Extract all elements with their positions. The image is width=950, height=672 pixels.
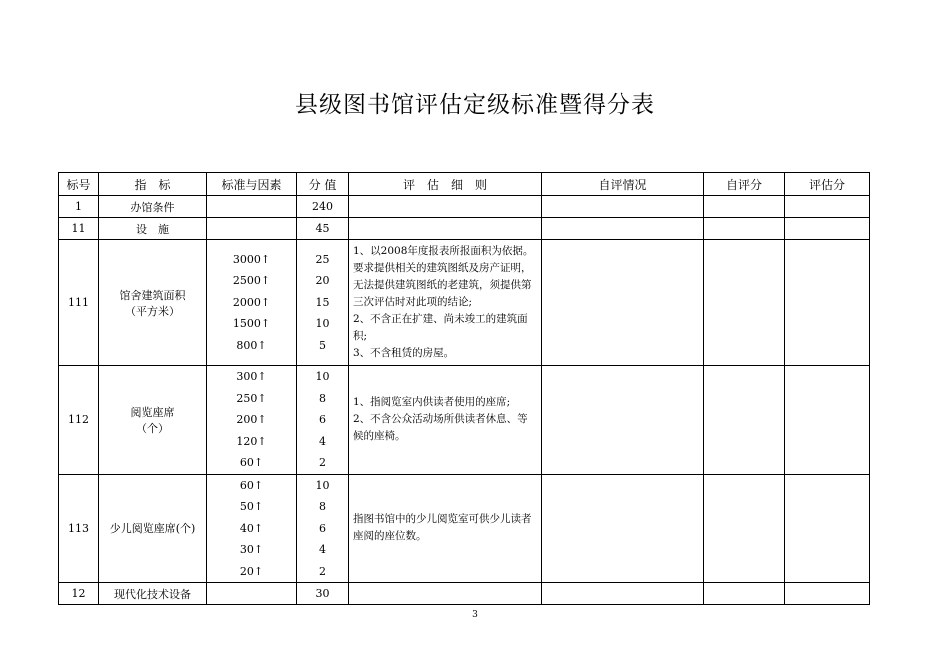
header-self-score: 自评分 [704,173,785,196]
row-details [349,583,542,605]
row-id: 12 [59,583,99,605]
table-row [59,474,870,583]
row-details [349,218,542,240]
self-score-cell [704,583,785,605]
row-id: 113 [59,474,99,583]
row-indicator [99,366,207,475]
self-eval-cell [542,474,704,583]
row-details [349,474,542,583]
score-value: 4 [319,543,326,556]
eval-score-cell [785,196,870,218]
eval-score-cell [785,366,870,475]
eval-score-cell [785,583,870,605]
table-row [59,196,870,218]
details-line: 1、指阅览室内供读者使用的座席; [353,396,511,409]
self-eval-cell [542,583,704,605]
self-score-cell [704,366,785,475]
row-standard [207,366,297,475]
standard-value: 40↑ [239,521,264,535]
table-row [59,240,870,366]
row-standard [207,240,297,366]
score-value: 20 [315,274,330,288]
row-id: 111 [59,240,99,366]
header-id: 标号 [59,173,99,196]
table-row [59,366,870,475]
details-line: 1、以2008年度报表所报面积为依据。要求提供相关的建筑图纸及房产证明，无法提供建筑图纸的老建筑，须提供第三次评估时对此项的结论; [353,245,534,308]
score-value: 5 [319,338,326,352]
score-value: 4 [319,434,326,448]
header-standard: 标准与因素 [207,173,297,196]
details-line: 指图书馆中的少儿阅览室可供少儿读者座阅的座位数。 [353,513,532,543]
score-value: 25 [315,252,330,266]
table-row [59,583,870,605]
standard-value: 300↑ [236,370,267,383]
self-eval-cell [542,366,704,475]
row-standard [207,196,297,218]
standard-value: 120↑ [236,434,267,448]
header-indicator: 指 标 [99,173,207,196]
standard-value: 1500↑ [232,317,271,331]
standard-value: 2000↑ [232,295,271,309]
row-details [349,240,542,366]
row-indicator [99,240,207,366]
self-eval-cell [542,196,704,218]
header-self-eval: 自评情况 [542,173,704,196]
self-score-cell [704,474,785,583]
standard-value: 20↑ [239,564,264,578]
standard-value: 60↑ [239,456,264,469]
score-value: 15 [315,295,330,309]
row-standard [207,474,297,583]
self-eval-cell [542,218,704,240]
eval-score-cell [785,218,870,240]
row-details [349,366,542,475]
row-id: 1 [59,196,99,218]
score-value: 6 [319,521,326,535]
score-value: 6 [319,413,326,426]
details-line: 2、不含公众活动场所供读者休息、等候的座椅。 [353,413,528,443]
self-score-cell [704,240,785,366]
row-indicator: 设 施 [99,218,207,240]
row-score: 240 [297,196,349,218]
row-score [297,474,349,583]
standard-value: 3000↑ [232,252,271,266]
self-eval-cell [542,240,704,366]
table-row [59,218,870,240]
row-score: 30 [297,583,349,605]
score-value: 2 [319,456,326,469]
score-value: 10 [315,317,330,331]
page-number: 3 [472,610,478,620]
row-indicator: 办馆条件 [99,196,207,218]
standard-value: 250↑ [236,391,267,405]
indicator-line: （个） [136,421,169,435]
indicator-line: 阅览座席 [130,405,175,419]
indicator-line: 馆舍建筑面积 [119,288,186,302]
score-value: 8 [319,500,326,513]
self-score-cell [704,196,785,218]
row-score: 45 [297,218,349,240]
standard-value: 60↑ [239,478,264,492]
row-indicator [99,474,207,583]
indicator-line: （平方米） [125,304,180,318]
row-id: 112 [59,366,99,475]
standard-value: 30↑ [239,543,264,556]
eval-score-cell [785,240,870,366]
self-score-cell [704,218,785,240]
header-row [59,173,870,196]
details-line: 3、不含租赁的房屋。 [353,347,455,359]
header-eval-score: 评估分 [785,173,870,196]
indicator-line: 少儿阅览座席(个) [109,522,196,536]
row-details [349,196,542,218]
standard-value: 2500↑ [232,274,271,288]
score-value: 10 [315,478,330,492]
standard-value: 200↑ [236,413,267,426]
header-score: 分 值 [297,173,349,196]
score-value: 10 [315,370,330,383]
row-score [297,240,349,366]
row-indicator: 现代化技术设备 [99,583,207,605]
header-details: 评 估 细 则 [349,173,542,196]
row-standard [207,218,297,240]
details-line: 2、不含正在扩建、尚未竣工的建筑面积; [353,313,528,342]
page-title: 县级图书馆评估定级标准暨得分表 [295,92,655,118]
eval-score-cell [785,474,870,583]
standard-value: 800↑ [236,338,267,352]
score-value: 2 [319,564,326,578]
row-id: 11 [59,218,99,240]
row-standard [207,583,297,605]
row-score [297,366,349,475]
evaluation-table [58,172,870,605]
score-value: 8 [319,391,326,405]
standard-value: 50↑ [239,500,264,513]
